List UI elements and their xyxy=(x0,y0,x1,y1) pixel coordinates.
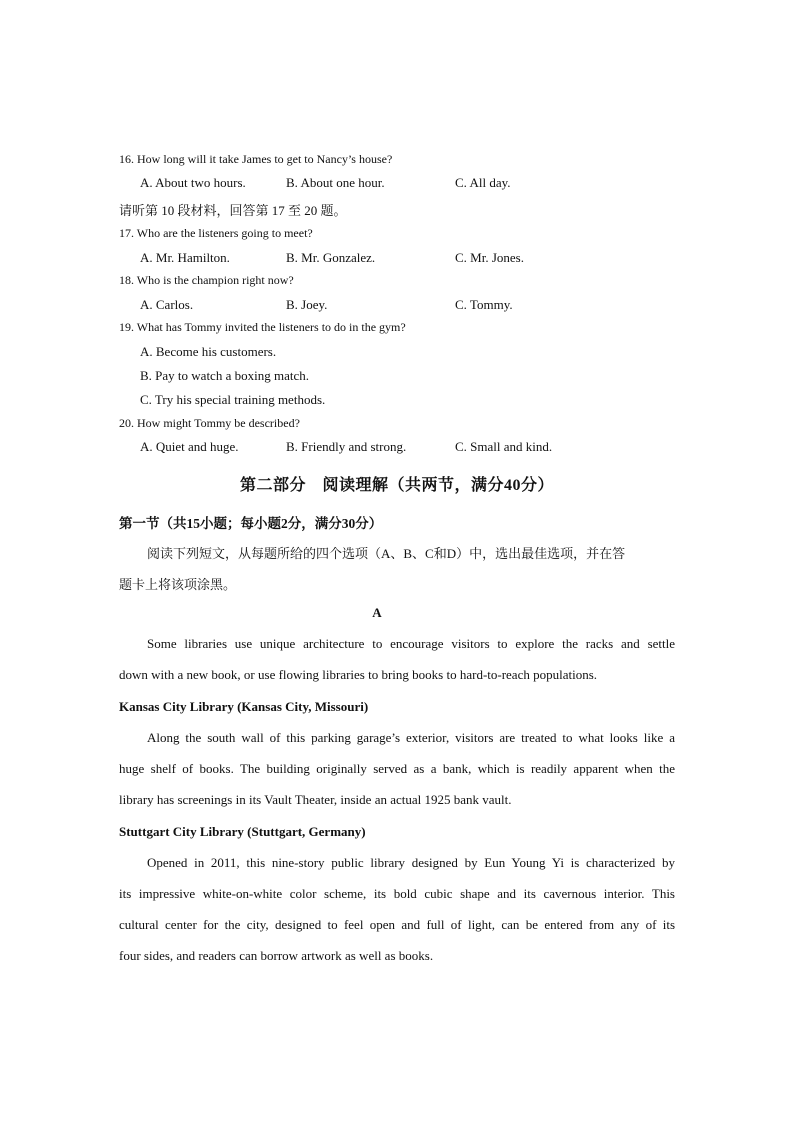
section-one-title: 第一节（共15小题；每小题2分，满分30分） xyxy=(119,516,383,531)
q20-option-a: A. Quiet and huge. xyxy=(140,439,239,454)
question-20: 20. How might Tommy be described? xyxy=(119,416,300,430)
reading-instruction-line1: 阅读下列短文，从每题所给的四个选项（A、B、C和D）中，选出最佳选项，并在答 xyxy=(147,546,626,561)
q19-option-b: B. Pay to watch a boxing match. xyxy=(140,368,309,383)
kansas-line-1: Along the south wall of this parking garage’s exterior, visitors are treated to what looks like a xyxy=(147,730,675,745)
stuttgart-line-3: cultural center for the city, designed to feel open and full of light, can be entered from any of its xyxy=(119,917,675,932)
q17-option-a: A. Mr. Hamilton. xyxy=(140,250,230,265)
q19-option-a: A. Become his customers. xyxy=(140,344,277,359)
stuttgart-line-4: four sides, and readers can borrow artwork as well as books. xyxy=(119,948,434,963)
question-19: 19. What has Tommy invited the listeners to do in the gym? xyxy=(119,320,406,334)
q20-option-b: B. Friendly and strong. xyxy=(286,439,407,454)
q17-option-c: C. Mr. Jones. xyxy=(455,250,524,265)
kansas-library-title: Kansas City Library (Kansas City, Missouri) xyxy=(119,699,369,714)
kansas-line-3: library has screenings in its Vault Theater, inside an actual 1925 bank vault. xyxy=(119,792,512,807)
q17-option-b: B. Mr. Gonzalez. xyxy=(286,250,376,265)
intro-line-1: Some libraries use unique architecture to encourage visitors to explore the racks and settle xyxy=(147,636,675,651)
q18-option-a: A. Carlos. xyxy=(140,297,194,312)
q16-option-c: C. All day. xyxy=(455,175,511,190)
stuttgart-line-2: its impressive white-on-white color scheme, its bold cubic shape and its cavernous interior. This xyxy=(119,886,675,901)
passage-label: A xyxy=(372,605,382,620)
q16-option-a: A. About two hours. xyxy=(140,175,246,190)
question-16: 16. How long will it take James to get to Nancy’s house? xyxy=(119,152,393,166)
intro-line-2: down with a new book, or use flowing libraries to bring books to hard-to-reach populations. xyxy=(119,667,598,682)
question-17: 17. Who are the listeners going to meet? xyxy=(119,226,313,240)
stuttgart-library-title: Stuttgart City Library (Stuttgart, Germany) xyxy=(119,824,366,839)
question-18: 18. Who is the champion right now? xyxy=(119,273,294,287)
listening-instruction-10: 请听第 10 段材料，回答第 17 至 20 题。 xyxy=(119,203,347,218)
stuttgart-line-1: Opened in 2011, this nine-story public library designed by Eun Young Yi is characterized by xyxy=(147,855,675,870)
q18-option-c: C. Tommy. xyxy=(455,297,513,312)
reading-instruction-line2: 题卡上将该项涂黑。 xyxy=(119,577,237,592)
q18-option-b: B. Joey. xyxy=(286,297,328,312)
kansas-line-2: huge shelf of books. The building originally served as a bank, which is readily apparent when the xyxy=(119,761,675,776)
q20-option-c: C. Small and kind. xyxy=(455,439,553,454)
q16-option-b: B. About one hour. xyxy=(286,175,385,190)
part-two-title: 第二部分 阅读理解（共两节，满分40分） xyxy=(239,477,554,494)
q19-option-c: C. Try his special training methods. xyxy=(140,392,326,407)
